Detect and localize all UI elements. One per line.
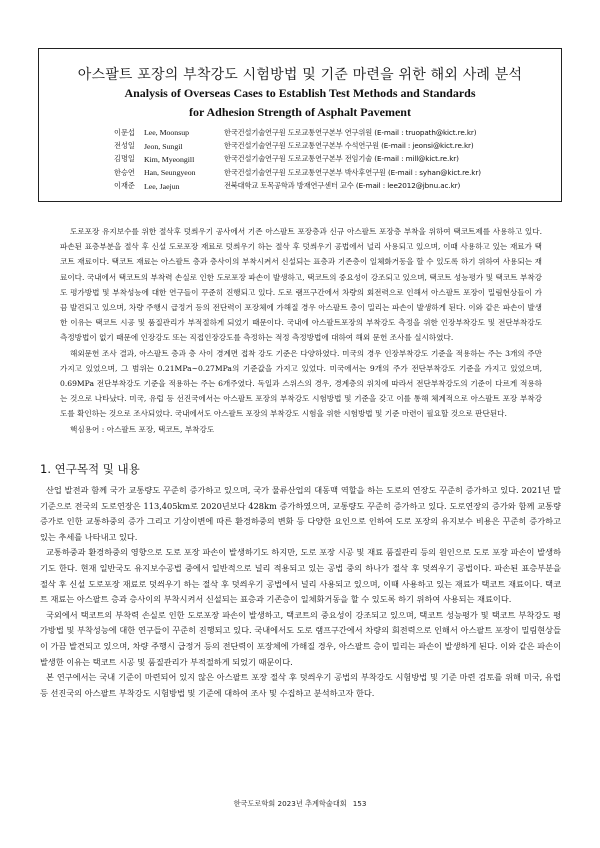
- author-affiliation: 한국건설기술연구원 도로교통연구본부 박사후연구원 (E-mail : syhan@kict.re.kr): [224, 167, 481, 177]
- author-affiliation: 한국건설기술연구원 도로교통연구본부 전임기술 (E-mail : mill@kict.re.kr): [224, 154, 459, 164]
- author-name-korean: 한승연: [114, 167, 135, 177]
- page-number: 153: [352, 799, 367, 808]
- author-name-english: Lee, Moonsup: [144, 128, 190, 138]
- paper-title-english: [0, 84, 600, 122]
- abstract: [60, 224, 542, 437]
- author-row: [114, 139, 554, 152]
- keywords: 핵심용어 : 아스팔트 포장, 택코트, 부착강도: [70, 424, 215, 434]
- body-paragraph: 교통하중과 환경하중의 영향으로 도로 포장 파손이 발생하기도 하지만, 도로 포장 시공 및 재료 품질관리 등의 원인으로 도로 포장 파손이 발생하기도 한다. 현재 일반국도 유지보수공법 중에서 일반적으로 널리 적용되고 있는 공법 중의 하나가 절삭 후 덧씌우기 공법이다. 파손된 표층부분을 절삭 후 신설 도로포장 재료로 덧씌우기 하는 절삭 후 덧씌우기 공법에서 널리 사용되고 있으며, 이때 사용하고 있는 재료가 택코트 재료이다. 택코트 재료는 아스팔트 층과 층사이의 부착시켜서 신설되는 표층과 기존층이 일체화거동을 할 수 있도록 하기 위하여 사용되는 재료이다.: [40, 547, 561, 605]
- paper-title-english-line2: for Adhesion Strength of Asphalt Pavement: [189, 105, 411, 119]
- body-paragraph: 산업 발전과 함께 국가 교통량도 꾸준히 증가하고 있으며, 국가 물류산업의 대동맥 역할을 하는 도로의 연장도 꾸준히 증가하고 있다. 2021년 말 기준으로 전국의 도로연장은 113,405km로 2020년보다 428km 증가하였으며, 교통량도 꾸준히 증가하고 있다. 도로연장의 증가와 함께 교통량 증가로 인한 교통하중의 증가 그리고 기상이변에 따른 환경하중의 변화 등 다양한 요인으로 인하여 도로 포장의 유지보수 비용은 꾸준히 증가하고 있는 추세를 나타내고 있다.: [40, 485, 561, 542]
- author-name-korean: 이재준: [114, 181, 135, 191]
- author-name-english: Kim, Myeongill: [144, 154, 195, 164]
- body-paragraph: 본 연구에서는 국내 기준이 마련되어 있지 않은 아스팔트 포장 절삭 후 덧씌우기 공법의 부착강도 시험방법 및 기준 마련 검토를 위해 미국, 유럽 등 선진국의 아스팔트 부착강도 시험방법 및 기준에 대하여 조사 및 수집하고 분석하고자 한다.: [40, 672, 561, 698]
- section-heading: 1. 연구목적 및 내용: [40, 462, 140, 476]
- author-name-korean: 김명일: [114, 154, 135, 164]
- footer-conference: 한국도로학회 2023년 추계학술대회: [233, 799, 347, 808]
- author-name-english: Han, Seungyeon: [144, 168, 196, 178]
- author-row: [114, 180, 554, 193]
- abstract-paragraph: 도로포장 유지보수를 위한 절삭후 덧씌우기 공사에서 기존 아스팔트 포장층과 신규 아스팔트 포장층 부착을 위하여 택코트제를 사용하고 있다. 파손된 표층부분을 절삭 후 신설 도로포장 재료로 덧씌우기 하는 절삭 후 덧씌우기 공법에서 널리 사용되고 있으며, 이때 사용하고 있는 재료가 택코트 재료이다. 택코트 재료는 아스팔트 층과 층사이의 부착시켜서 신설되는 표층과 기존층이 일체화거동을 할 수 있도록 하기 위하여 사용되는 재료이다. 국내에서 택코트의 부착력 손실로 인한 도로포장 파손이 발생하고, 택코트의 중요성이 강조되고 있으며, 택코트 성능평가 및 택코트 부착강도 평가방법 및 부착성능에 대한 연구들이 꾸준히 진행되고 있다. 도로 램프구간에서 차량의 회전력으로 인해서 아스팔트 포장이 밀림현상들이 가끔 발견되고 있으며, 차량 주행시 급정거 등의 전단력이 포장체에 가해질 경우 아스팔트 층이 밀리는 파손이 발생하게 된다. 이와 같은 파손이 발생한 이유는 택코트 시공 및 품질관리가 부적절하게 되었기 때문이다. 국내에 아스팔트포장의 부착강도 측정을 위한 인장부착강도 및 전단부착강도 측정방법이 없기 때문에 인장강도 또는 직접인장강도를 측정하는 적정 측정방법에 대하여 해외 문헌 조사를 실시하였다.: [60, 227, 542, 343]
- page-footer: [0, 799, 600, 809]
- author-affiliation: 전북대학교 토목공학과 방재연구센터 교수 (E-mail : lee2012@jbnu.ac.kr): [224, 181, 461, 191]
- author-list: [114, 126, 554, 193]
- body-paragraph: 국외에서 택코트의 부착력 손실로 인한 도로포장 파손이 발생하고, 택코트의 중요성이 강조되고 있으며, 택코트 성능평가 및 택코트 부착강도 평가방법 및 부착성능에 대한 연구들이 꾸준히 진행되고 있다. 국내에서도 도로 램프구간에서 차량의 회전력으로 인해서 아스팔트 포장이 밀림현상들이 가끔 발견되고 있으며, 차량 주행시 급정거 등의 전단력이 포장체에 가해질 경우, 아스팔트 층이 밀리는 파손이 발생하게 된다. 이와 같은 파손이 발생한 이유는 택코트 시공 및 품질관리가 부적절하게 되었기 때문이다.: [40, 609, 561, 667]
- paper-title-english-line1: Analysis of Overseas Cases to Establish Test Methods and Standards: [124, 86, 476, 100]
- author-row: [114, 126, 554, 139]
- abstract-paragraph: 해외문헌 조사 결과, 아스팔트 층과 층 사이 경계면 접착 강도 기준은 다양하였다. 미국의 경우 인장부착강도 기준을 적용하는 주는 3개의 주만 가지고 있었으며, 그 범위는 0.21MPa~0.27MPa의 기준값을 가지고 있었다. 미국에서는 9개의 주가 전단부착강도 기준을 가지고 있었으며, 0.69MPa 전단부착강도 기준을 적용하는 주는 6개주였다. 독일과 스위스의 경우, 경계층의 위치에 따라서 전단부착강도의 기준이 다르게 적용하는 것으로 나타났다. 미국, 유럽 등 선진국에서는 아스팔트 포장의 부착강도 시험방법 및 기준을 갖고 이를 통해 체계적으로 아스팔트 포장 부착강도를 확인하는 것으로 조사되었다. 국내에서도 아스팔트 포장의 부착강도 시험을 위한 시험방법 및 기준 마련이 필요할 것으로 판단된다.: [60, 348, 542, 419]
- author-name-english: Jeon, Sungil: [144, 141, 183, 151]
- author-name-english: Lee, Jaejun: [144, 181, 180, 191]
- paper-title-korean: 아스팔트 포장의 부착강도 시험방법 및 기준 마련을 위한 해외 사례 분석: [77, 67, 523, 83]
- author-row: [114, 153, 554, 166]
- author-name-korean: 이문섭: [114, 127, 135, 137]
- author-affiliation: 한국건설기술연구원 도로교통연구본부 연구위원 (E-mail : truopath@kict.re.kr): [224, 127, 477, 137]
- author-row: [114, 166, 554, 179]
- author-name-korean: 전성일: [114, 141, 135, 151]
- author-affiliation: 한국건설기술연구원 도로교통연구본부 수석연구원 (E-mail : jeonsi@kict.re.kr): [224, 141, 474, 151]
- section-body: [40, 483, 561, 701]
